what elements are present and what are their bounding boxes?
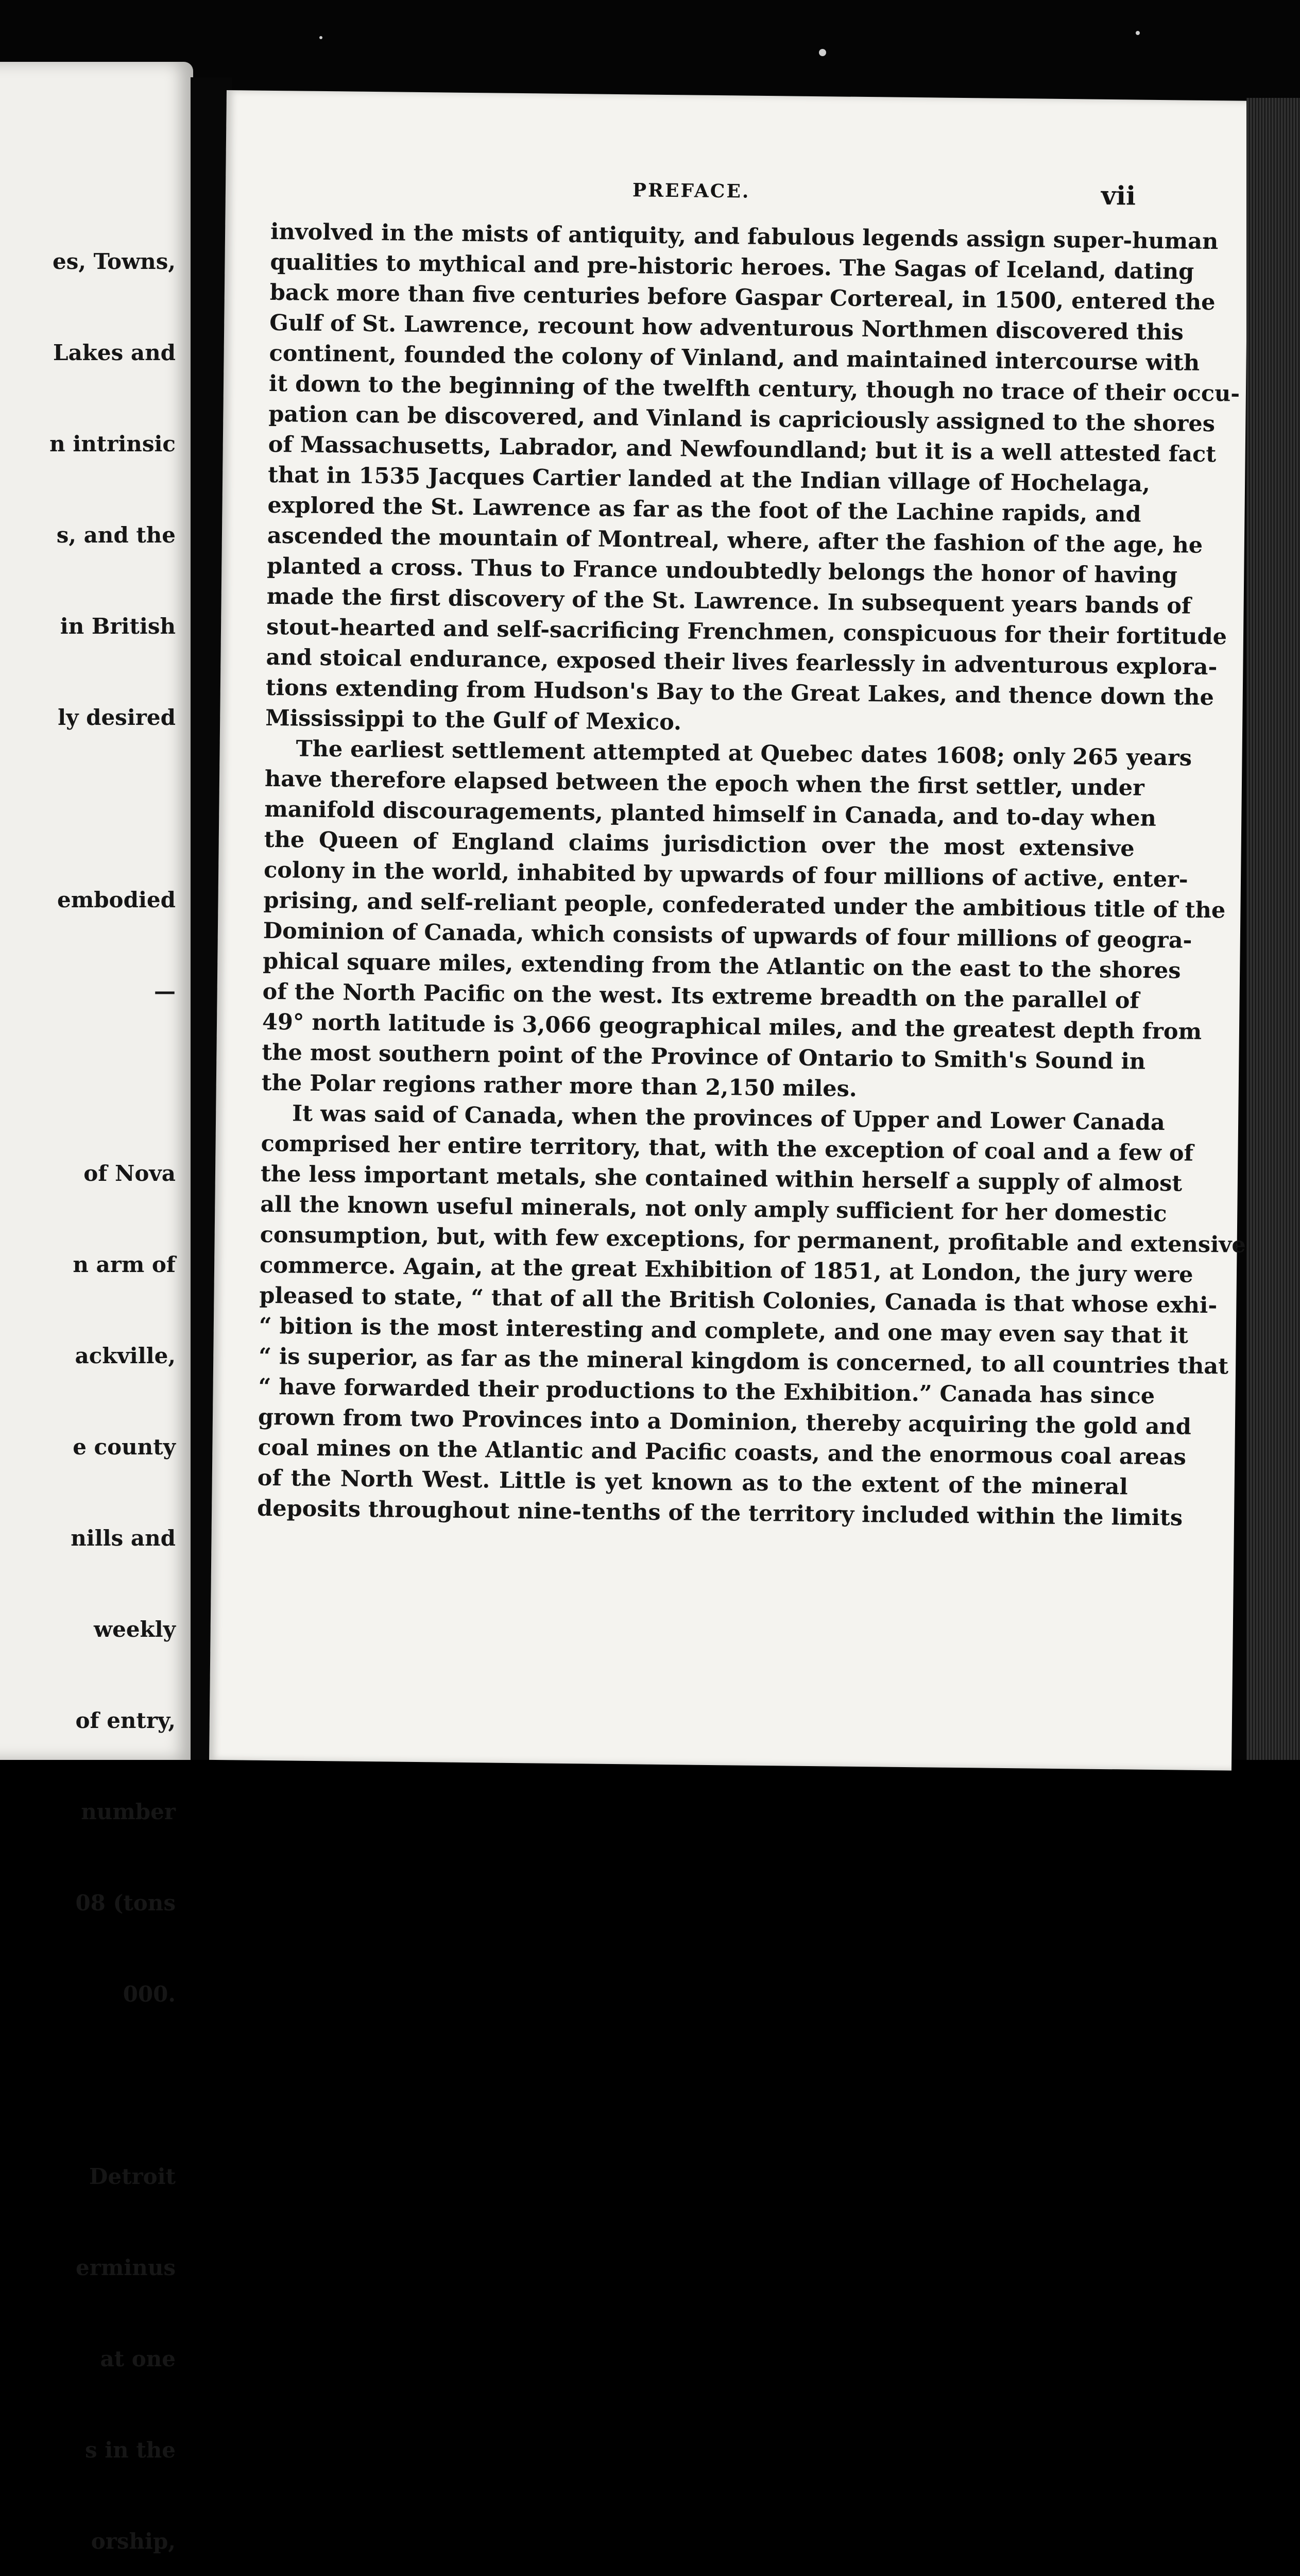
text-line: manifold discouragements, planted himself in Canada, and to-day when [264, 796, 1157, 832]
left-text-line: ly desired [58, 705, 176, 730]
left-text-line: ackville, [75, 1343, 176, 1368]
left-text-line: s, and the [56, 522, 176, 548]
dust-speck [1136, 31, 1140, 35]
left-text-line: weekly [93, 1617, 176, 1642]
text-line: tions extending from Hudson's Bay to the Great Lakes, and thence down the [265, 674, 1215, 711]
text-line: and stoical endurance, exposed their lives fearlessly in adventurous explora- [266, 644, 1218, 681]
text-line: have therefore elapsed between the epoch when the first settler, under [264, 766, 1145, 801]
text-line: 49° north latitude is 3,066 geographical miles, and the greatest depth from [262, 1009, 1202, 1045]
left-text-line: of entry, [75, 1708, 176, 1733]
page-edges [1246, 98, 1300, 1760]
preface-body [256, 217, 1246, 1533]
left-text-line: orship, [91, 2529, 176, 2554]
left-text-line: 08 (tons [75, 1890, 176, 1916]
paragraph-start-line: The earliest settlement attempted at Quebec dates 1608; only 265 years [296, 736, 1192, 771]
text-line: that in 1535 Jacques Cartier landed at the Indian village of Hochelaga, [267, 462, 1151, 497]
text-line: phical square miles, extending from the Atlantic on the east to the shores [263, 948, 1181, 984]
text-line: of Massachusetts, Labrador, and Newfoundland; but it is a well attested fact [268, 431, 1217, 468]
preface-page [209, 90, 1249, 1771]
text-line: explored the St. Lawrence as far as the foot of the Lachine rapids, and [267, 492, 1141, 528]
text-line: involved in the mists of antiquity, and fabulous legends assign super-human [270, 218, 1219, 255]
left-text-line [0, 2070, 176, 2100]
paragraph-start-line: It was said of Canada, when the provinces of Upper and Lower Canada [292, 1100, 1166, 1136]
text-line: of the North Pacific on the west. Its extreme breadth on the parallel of [262, 978, 1140, 1014]
left-text-line: 000. [123, 1981, 176, 2007]
text-line: the most southern point of the Province of Ontario to Smith's Sound in [262, 1039, 1146, 1075]
left-text-line: at one [100, 2346, 176, 2371]
text-line: Gulf of St. Lawrence, recount how adventurous Northmen discovered this [269, 310, 1184, 346]
text-line: coal mines on the Atlantic and Pacific coasts, and the enormous coal areas [258, 1434, 1187, 1470]
text-line: stout-hearted and self-sacrificing Frenchmen, conspicuous for their fortitude [266, 614, 1227, 650]
dust-speck [819, 49, 826, 56]
text-line: grown from two Provinces into a Dominion, thereby acquiring the gold and [258, 1404, 1192, 1440]
text-line: continent, founded the colony of Vinland, and maintained intercourse with [269, 340, 1200, 376]
left-text-line: erminus [76, 2255, 176, 2280]
dust-speck [319, 36, 322, 39]
text-line: “ is superior, as far as the mineral kingdom is concerned, to all countries that [259, 1343, 1229, 1380]
text-line: it down to the beginning of the twelfth century, though no trace of their occu- [268, 370, 1240, 407]
left-text-line: nills and [71, 1526, 176, 1551]
text-line: “ bition is the most interesting and complete, and one may even say that it [259, 1313, 1189, 1349]
text-line: pation can be discovered, and Vinland is capriciously assigned to the shores [268, 401, 1216, 437]
text-line: prising, and self-reliant people, confederated under the ambitious title of the [263, 887, 1226, 924]
text-line: commerce. Again, at the great Exhibition of 1851, at London, the jury were [259, 1252, 1193, 1288]
text-line: all the known useful minerals, not only amply sufficient for her domestic [260, 1191, 1167, 1227]
text-line: the less important metals, she contained within herself a supply of almost [260, 1161, 1183, 1197]
text-line: ascended the mountain of Montreal, where, after the fashion of the age, he [267, 522, 1203, 558]
left-text-line: es, Towns, [52, 249, 176, 274]
left-text-line [0, 793, 176, 824]
text-line: comprised her entire territory, that, with the exception of coal and a few of [261, 1130, 1194, 1166]
text-line: pleased to state, “ that of all the British Colonies, Canada is that whose exhi- [259, 1282, 1218, 1319]
left-text-line: n arm of [73, 1252, 176, 1277]
paragraph-end-line: the Polar regions rather more than 2,150 miles. [261, 1070, 858, 1102]
left-text-line: Lakes and [53, 340, 176, 365]
text-line: planted a cross. Thus to France undoubtedly belongs the honor of having [267, 553, 1178, 589]
text-line: Dominion of Canada, which consists of upwards of four millions of geogra- [263, 918, 1192, 954]
left-text-line: Detroit [89, 2164, 176, 2189]
left-text-line: n intrinsic [49, 431, 176, 456]
text-line: of the North West. Little is yet known as to the extent of the mineral [257, 1465, 1128, 1500]
running-title: PREFACE. [632, 179, 750, 202]
left-text-line [0, 1067, 176, 1097]
left-text-line: s in the [84, 2437, 176, 2463]
left-text-line: e county [73, 1434, 176, 1460]
previous-page-text [0, 185, 176, 2576]
text-line: “ have forwarded their productions to the Exhibition.” Canada has since [258, 1374, 1155, 1410]
text-line: the Queen of England claims jurisdiction over the most extensive [264, 826, 1135, 862]
text-line: made the first discovery of the St. Lawrence. In subsequent years bands of [266, 583, 1191, 619]
text-line: qualities to mythical and pre-historic heroes. The Sagas of Iceland, dating [270, 249, 1194, 285]
previous-page-fragment [0, 62, 193, 2554]
page-number: vii [1101, 180, 1136, 211]
paragraph-end-line: Mississippi to the Gulf of Mexico. [265, 705, 682, 736]
left-text-line: of Nova [83, 1161, 176, 1186]
left-text-line: number [81, 1799, 176, 1824]
left-text-line: — [154, 978, 176, 1004]
text-line: deposits throughout nine-tenths of the territory included within the limits [256, 1495, 1183, 1531]
left-text-line: in British [60, 614, 176, 639]
text-line: consumption, but, with few exceptions, for permanent, profitable and extensive [260, 1222, 1246, 1258]
text-line: colony in the world, inhabited by upwards of four millions of active, enter- [263, 857, 1188, 893]
left-text-line: embodied [57, 887, 176, 912]
text-line: back more than five centuries before Gaspar Cortereal, in 1500, entered the [269, 279, 1216, 316]
